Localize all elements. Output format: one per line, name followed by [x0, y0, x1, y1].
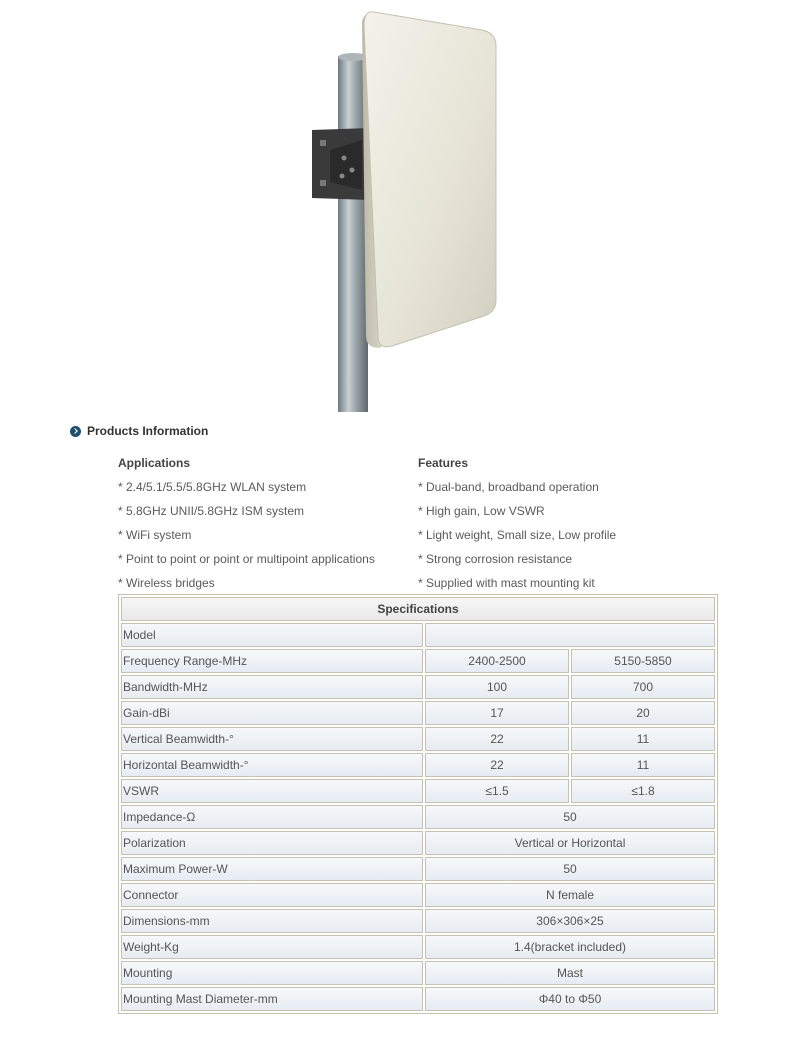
- spec-value: 17: [425, 701, 569, 725]
- spec-value: Φ40 to Φ50: [425, 987, 715, 1011]
- section-title: Products Information: [87, 424, 209, 438]
- chevron-right-circle-icon: [70, 426, 81, 437]
- specifications-title: Specifications: [121, 597, 715, 621]
- spec-label: Gain-dBi: [121, 701, 423, 725]
- spec-value: ≤1.8: [571, 779, 715, 803]
- list-item: * Strong corrosion resistance: [418, 552, 573, 566]
- applications-list: [118, 475, 418, 595]
- table-row: [121, 623, 715, 647]
- table-row: [121, 675, 715, 699]
- features-heading: Features: [418, 456, 469, 470]
- applications-heading: Applications: [118, 456, 191, 470]
- spec-label: Impedance-Ω: [121, 805, 423, 829]
- table-header-row: [121, 597, 715, 621]
- list-item: * Light weight, Small size, Low profile: [418, 528, 617, 542]
- spec-label: Vertical Beamwidth-°: [121, 727, 423, 751]
- table-row: [121, 753, 715, 777]
- spec-label: Maximum Power-W: [121, 857, 423, 881]
- spec-value: 700: [571, 675, 715, 699]
- spec-value: N female: [425, 883, 715, 907]
- spec-value: 1.4(bracket included): [425, 935, 715, 959]
- spec-label: Mounting Mast Diameter-mm: [121, 987, 423, 1011]
- spec-value: 2400-2500: [425, 649, 569, 673]
- table-row: [121, 987, 715, 1011]
- applications-column: [118, 455, 418, 595]
- table-row: [121, 909, 715, 933]
- spec-value: 20: [571, 701, 715, 725]
- table-row: [121, 701, 715, 725]
- spec-value: 5150-5850: [571, 649, 715, 673]
- list-item: * 2.4/5.1/5.5/5.8GHz WLAN system: [118, 480, 307, 494]
- spec-label: VSWR: [121, 779, 423, 803]
- table-row: [121, 649, 715, 673]
- list-item: * High gain, Low VSWR: [418, 504, 545, 518]
- spec-label: Model: [121, 623, 423, 647]
- spec-value: 22: [425, 727, 569, 751]
- specifications-body: [121, 623, 715, 1011]
- table-row: [121, 779, 715, 803]
- list-item: * Wireless bridges: [118, 576, 215, 590]
- features-list: [418, 475, 718, 595]
- specifications-table: [118, 594, 718, 1014]
- spec-label: Polarization: [121, 831, 423, 855]
- spec-value: 11: [571, 753, 715, 777]
- spec-label: Bandwidth-MHz: [121, 675, 423, 699]
- spec-label: Dimensions-mm: [121, 909, 423, 933]
- list-item: * Point to point or point or multipoint applications: [118, 552, 375, 566]
- table-row: [121, 883, 715, 907]
- spec-label: Connector: [121, 883, 423, 907]
- antenna-product-image: [300, 0, 510, 412]
- list-item: * 5.8GHz UNII/5.8GHz ISM system: [118, 504, 305, 518]
- table-row: [121, 961, 715, 985]
- spec-label: Mounting: [121, 961, 423, 985]
- features-column: [418, 455, 718, 595]
- table-row: [121, 935, 715, 959]
- spec-value: [425, 623, 715, 647]
- table-row: [121, 831, 715, 855]
- spec-value: Vertical or Horizontal: [425, 831, 715, 855]
- products-information-heading: [70, 422, 208, 440]
- list-item: * WiFi system: [118, 528, 192, 542]
- spec-value: Mast: [425, 961, 715, 985]
- spec-value: 22: [425, 753, 569, 777]
- spec-value: 50: [425, 857, 715, 881]
- table-row: [121, 857, 715, 881]
- spec-label: Frequency Range-MHz: [121, 649, 423, 673]
- spec-value: 306×306×25: [425, 909, 715, 933]
- list-item: * Dual-band, broadband operation: [418, 480, 599, 494]
- table-row: [121, 727, 715, 751]
- spec-value: ≤1.5: [425, 779, 569, 803]
- table-row: [121, 805, 715, 829]
- spec-value: 100: [425, 675, 569, 699]
- spec-label: Horizontal Beamwidth-°: [121, 753, 423, 777]
- spec-value: 11: [571, 727, 715, 751]
- spec-value: 50: [425, 805, 715, 829]
- spec-label: Weight-Kg: [121, 935, 423, 959]
- list-item: * Supplied with mast mounting kit: [418, 576, 595, 590]
